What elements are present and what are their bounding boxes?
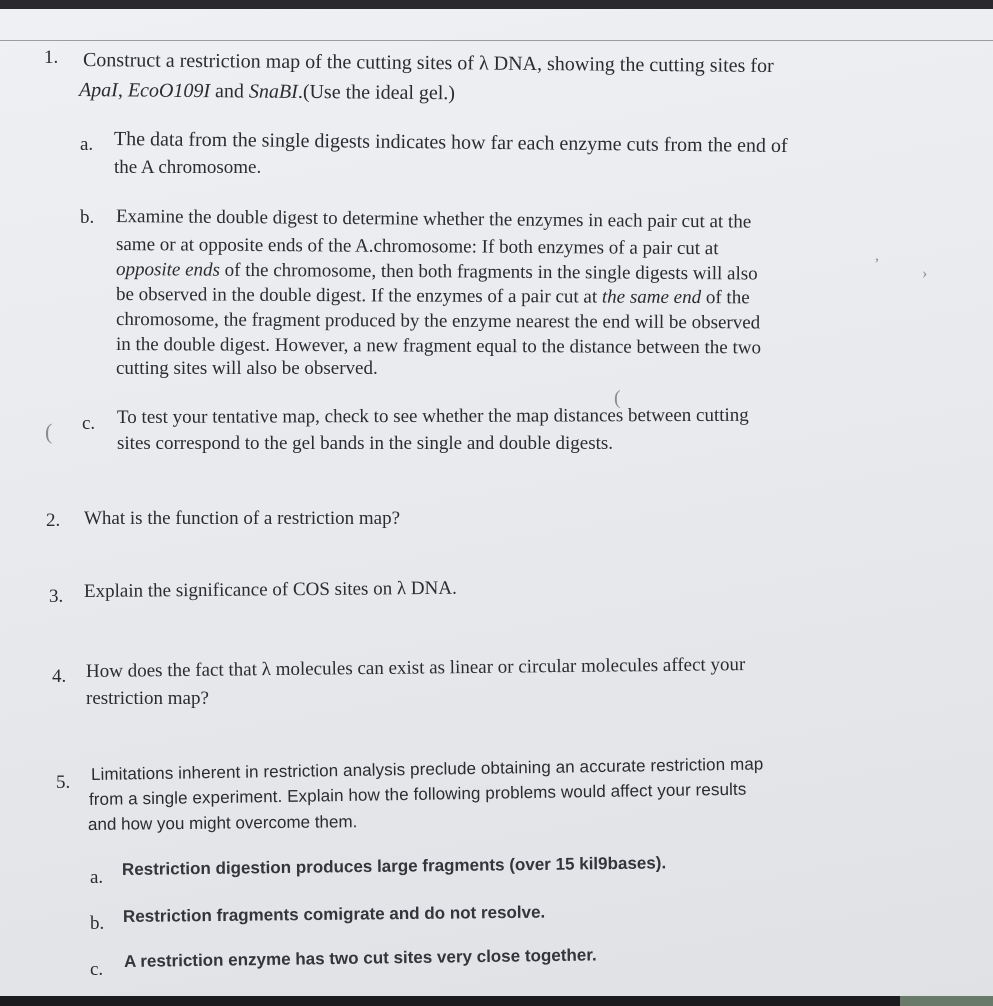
enzyme-apai: ApaI — [78, 79, 118, 102]
item-1b-line-7: cutting sites will also be observed. — [116, 358, 378, 379]
item-1b-line-6: in the double digest. However, a new fragment equal to the distance between the two — [115, 334, 762, 359]
item-1b-line-5: chromosome, the fragment produced by the enzyme nearest the end will be observed — [115, 309, 761, 334]
item-1a-letter: a. — [80, 134, 94, 155]
item-1b-line-4-post: of the — [701, 287, 750, 309]
item-5c-letter: c. — [90, 959, 104, 980]
question-1-line-1: Construct a restriction map of the cutting sites of λ DNA, showing the cutting sites for — [82, 49, 774, 78]
question-5-line-1: Limitations inherent in restriction analysis preclude obtaining an accurate restriction map — [90, 754, 764, 784]
item-5b-text: Restriction fragments comigrate and do not resolve. — [122, 902, 546, 926]
bottom-glare — [900, 996, 993, 1006]
enzyme-separator: , — [117, 79, 128, 102]
item-5a-letter: a. — [90, 867, 104, 888]
item-1c-line-2: sites correspond to the gel bands in the single and double digests. — [117, 433, 614, 454]
item-1b-letter: b. — [80, 207, 95, 228]
item-1b-line-2: same or at opposite ends of the A.chromosome: If both enzymes of a pair cut at — [115, 234, 719, 260]
item-1b-line-4-pre: be observed in the double digest. If the enzymes of a pair cut at — [115, 284, 602, 308]
item-5b-letter: b. — [90, 913, 105, 934]
question-1-number: 1. — [44, 47, 59, 68]
item-1c-letter: c. — [82, 413, 96, 434]
question-5-line-2: from a single experiment. Explain how the following problems would affect your results — [88, 779, 747, 809]
stray-dot-mark: › — [922, 265, 928, 282]
question-3-number: 3. — [49, 586, 64, 607]
stray-paren-mark: ( — [45, 419, 53, 444]
enzyme-snabi: SnaBI — [248, 80, 298, 103]
same-end-emphasis: the same end — [601, 286, 702, 309]
question-2-number: 2. — [46, 510, 61, 531]
question-2-text: What is the function of a restriction map? — [84, 508, 401, 529]
enzyme-conjunction: and — [209, 80, 250, 103]
question-5-number: 5. — [56, 772, 71, 793]
item-1b-line-3-rest: of the chromosome, then both fragments in the single digests will also — [219, 259, 758, 285]
question-1-line-2-tail: .(Use the ideal gel.) — [297, 80, 456, 105]
stray-hook-mark: ( — [614, 387, 621, 409]
question-4-number: 4. — [52, 666, 67, 687]
item-1c-line-1: To test your tentative map, check to see whether the map distances between cutting — [116, 404, 749, 428]
item-5c-text: A restriction enzyme has two cut sites very close together. — [123, 945, 597, 971]
item-1b-line-3 — [116, 258, 758, 286]
enzyme-eco0109i: EcoO109I — [127, 79, 211, 103]
stray-tick-mark: , — [875, 247, 879, 264]
question-3-text: Explain the significance of COS sites on λ DNA. — [83, 577, 457, 602]
item-1b-line-4 — [116, 283, 750, 310]
item-1a-line-2: the A chromosome. — [114, 157, 262, 178]
bottom-bezel — [0, 996, 993, 1006]
question-1-line-2 — [79, 78, 455, 105]
opposite-ends-emphasis: opposite ends — [115, 259, 221, 281]
item-1b-line-1: Examine the double digest to determine whether the enzymes in each pair cut at the — [115, 206, 752, 233]
question-4-line-2: restriction map? — [86, 688, 209, 709]
item-5a-text: Restriction digestion produces large fragments (over 15 kil9bases). — [121, 853, 667, 879]
question-4-line-1: How does the fact that λ molecules can exist as linear or circular molecules affect your — [85, 654, 746, 682]
item-1a-line-1: The data from the single digests indicates how far each enzyme cuts from the end of — [113, 128, 788, 158]
question-5-line-3: and how you might overcome them. — [87, 812, 358, 834]
